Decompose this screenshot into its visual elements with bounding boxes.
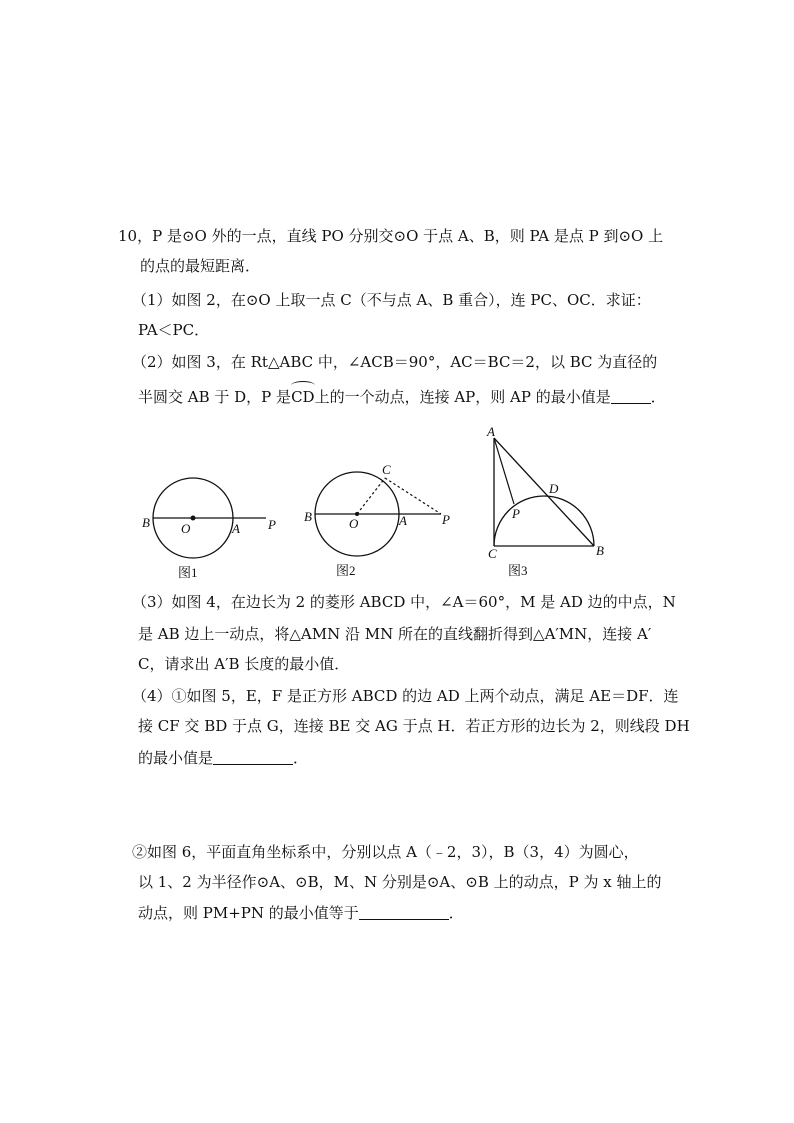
fig2-label-p: P: [442, 512, 450, 527]
part4-line3: 的最小值是 ．: [138, 749, 309, 767]
problem-stem-line2: 的点的最短距离．: [140, 257, 261, 275]
part1-line2: PA＜PC．: [138, 321, 210, 339]
problem-stem-line1: 10，P 是⊙O 外的一点，直线 PO 分别交⊙O 于点 A、B，则 PA 是点 P 到⊙O 上: [118, 227, 664, 245]
fig2-label-c: C: [382, 462, 391, 477]
part2-line2-after: 上的一个动点，连接 AP，则 AP 的最小值是: [314, 388, 611, 406]
fig3-label-b: B: [596, 543, 604, 558]
part2-line2-before: 半圆交 AB 于 D，P 是: [138, 388, 292, 406]
part3-line3: C，请求出 A′B 长度的最小值．: [138, 655, 350, 673]
fig1-caption: 图1: [178, 565, 198, 580]
fig3-label-d: D: [549, 481, 559, 496]
fig3-label-c: C: [488, 546, 497, 561]
fig1-center-dot: [191, 516, 196, 521]
part2-line1: （2）如图 3，在 Rt△ABC 中，∠ACB＝90°，AC＝BC＝2，以 BC 为直径的: [132, 353, 658, 371]
part5-line3: 动点，则 PM+PN 的最小值等于 ．: [138, 904, 464, 922]
arc-cd: CD: [291, 387, 315, 407]
part4-line2: 接 CF 交 BD 于点 G，连接 BE 交 AG 于点 H．若正方形的边长为 2，则线段 DH: [138, 717, 690, 735]
fig3-semicircle: [494, 496, 594, 546]
part2-line2: 半圆交 AB 于 D，P 是 CD上的一个动点，连接 AP，则 AP 的最小值是 ．: [138, 387, 666, 407]
fig1-label-a: A: [232, 521, 240, 536]
fig3-label-a: A: [487, 424, 495, 439]
figure-1: [142, 478, 276, 580]
part3-line2: 是 AB 边上一动点，将△AMN 沿 MN 所在的直线翻折得到△A′MN，连接 A′: [138, 625, 652, 643]
fig2-label-a: A: [399, 513, 407, 528]
fig1-label-o: O: [181, 521, 191, 536]
figure-3: [486, 424, 604, 578]
part3-line1: （3）如图 4，在边长为 2 的菱形 ABCD 中，∠A＝60°，M 是 AD 边的中点，N: [132, 593, 676, 611]
fig3-caption: 图3: [508, 563, 528, 578]
fig2-segment-oc: [357, 478, 385, 514]
fig3-side-ab: [494, 438, 594, 546]
fig3-label-p: P: [512, 506, 520, 521]
fig2-segment-pc: [385, 478, 441, 514]
part4-line1: （4）①如图 5，E，F 是正方形 ABCD 的边 AD 上两个动点，满足 AE＝DF．连: [132, 687, 679, 705]
fig2-label-o: O: [349, 516, 359, 531]
fig1-label-p: P: [268, 517, 276, 532]
part1-line1: （1）如图 2，在⊙O 上取一点 C（不与点 A、B 重合），连 PC、OC．求证：: [132, 291, 651, 309]
fig2-label-b: B: [304, 509, 312, 524]
part5-line1: ②如图 6，平面直角坐标系中，分别以点 A（﹣2，3），B（3，4）为圆心，: [132, 843, 639, 861]
figure-2: [304, 462, 450, 578]
part5-line2: 以 1、2 为半径作⊙A、⊙B，M、N 分别是⊙A、⊙B 上的动点，P 为 x 轴上的: [138, 873, 662, 891]
fig1-label-b: B: [142, 515, 150, 530]
fig2-caption: 图2: [336, 563, 356, 578]
